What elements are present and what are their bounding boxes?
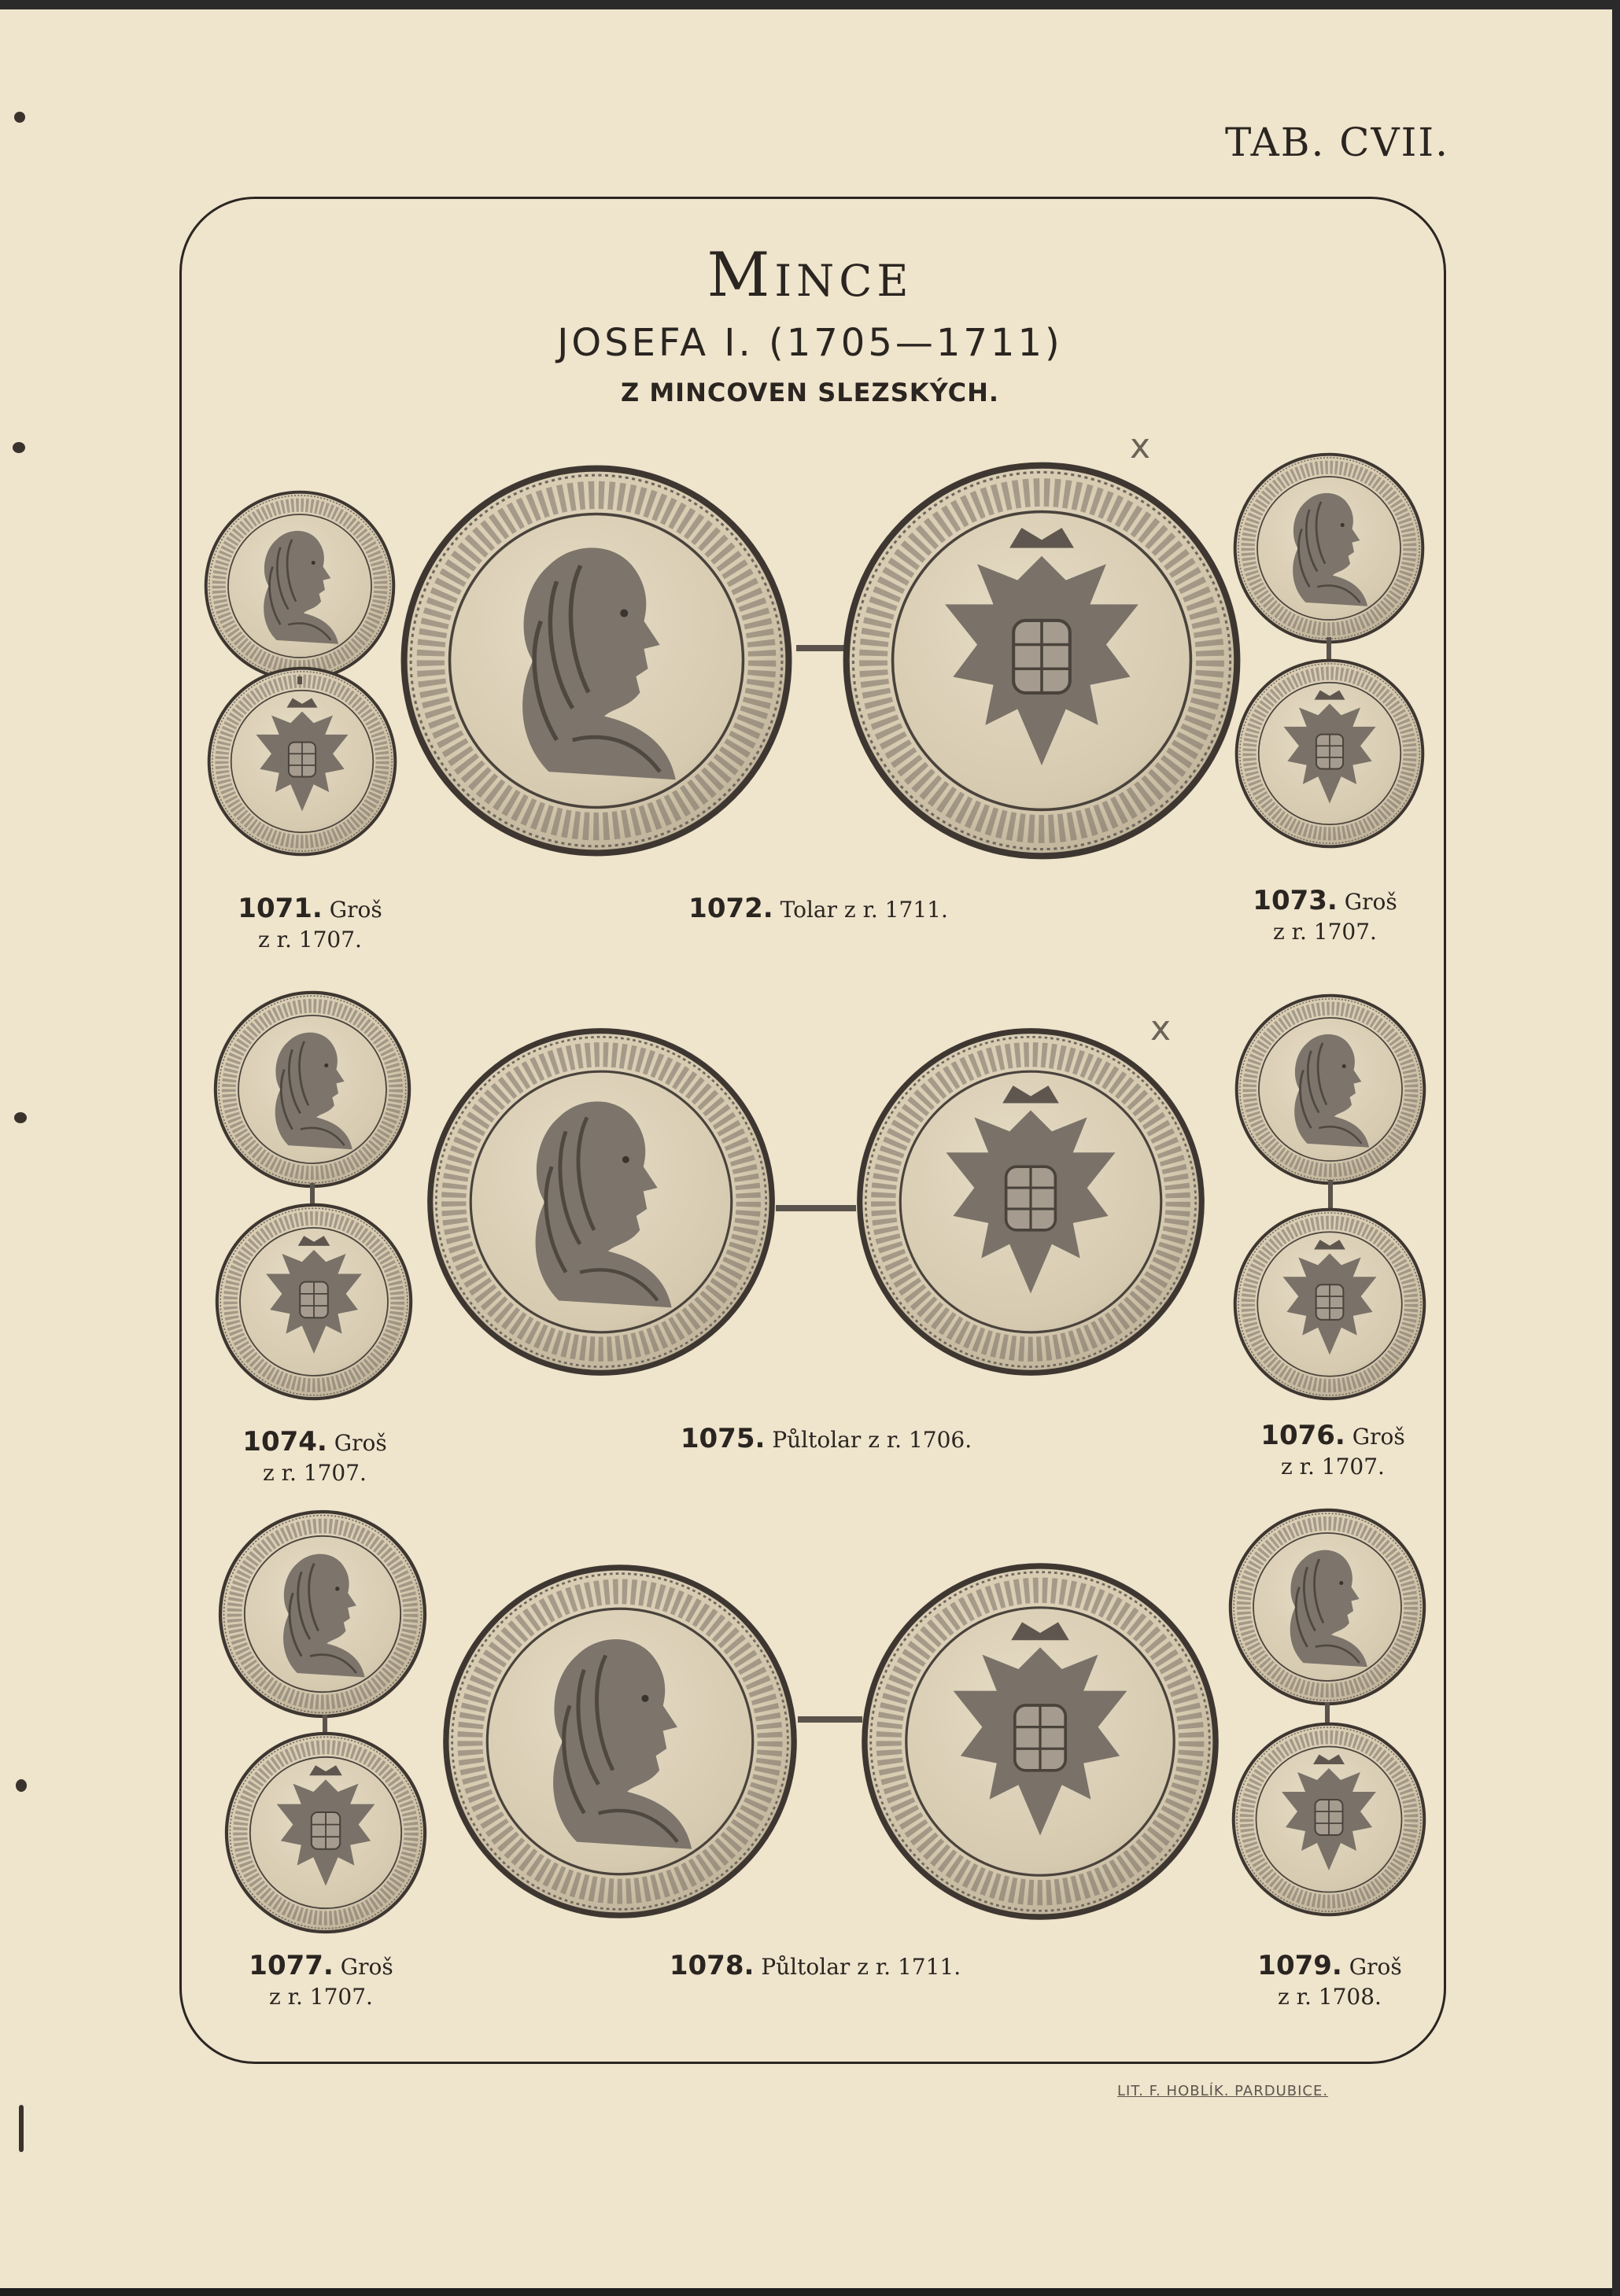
coin-eagle-icon xyxy=(214,1202,414,1402)
coin-portrait-icon xyxy=(425,1026,777,1378)
coin-number: 1076. xyxy=(1260,1420,1345,1451)
coin-1072-obverse xyxy=(398,463,795,859)
coin-link xyxy=(798,1716,862,1723)
plate-subtitle: JOSEFA I. (1705—1711) xyxy=(557,321,1063,365)
caption-1079 xyxy=(1221,1951,1438,2012)
coin-number: 1072. xyxy=(688,893,773,924)
caption-1071 xyxy=(201,894,419,955)
coin-eagle-icon xyxy=(1231,1721,1427,1918)
coin-date: z r. 1711. xyxy=(857,1954,961,1980)
coin-eagle-icon xyxy=(840,459,1243,862)
binding-hole xyxy=(16,1779,27,1792)
coin-number: 1073. xyxy=(1253,885,1338,916)
coin-1077-obverse xyxy=(217,1509,428,1719)
coin-eagle-icon xyxy=(1234,658,1426,849)
coin-1075-obverse xyxy=(425,1026,777,1378)
coin-1079-reverse xyxy=(1231,1721,1427,1918)
coin-portrait-icon xyxy=(1227,1507,1427,1707)
plate-label: TAB. CVII. xyxy=(1224,120,1449,165)
pencil-mark: x xyxy=(1130,426,1151,466)
coin-1076-reverse xyxy=(1232,1207,1427,1402)
caption-1073 xyxy=(1216,886,1434,947)
coin-number: 1074. xyxy=(242,1426,327,1458)
coin-denomination: Půltolar xyxy=(772,1427,862,1453)
plate-subtitle-mint: Z MINCOVEN SLEZSKÝCH. xyxy=(620,378,1000,407)
coin-1075-reverse xyxy=(854,1026,1207,1378)
coin-1076-obverse xyxy=(1234,993,1427,1186)
coin-eagle-icon xyxy=(206,665,398,857)
coin-date: z r. 1708. xyxy=(1278,1984,1382,2010)
coin-1071-reverse xyxy=(206,665,398,857)
coin-number: 1079. xyxy=(1257,1950,1342,1981)
coin-portrait-icon xyxy=(1232,451,1426,645)
binding-hole xyxy=(14,1112,27,1123)
coin-date: z r. 1707. xyxy=(269,1984,373,2010)
coin-eagle-icon xyxy=(854,1026,1207,1378)
coin-date: z r. 1707. xyxy=(258,927,362,953)
caption-1074 xyxy=(206,1427,423,1488)
coin-number: 1071. xyxy=(238,893,323,924)
coin-number: 1075. xyxy=(680,1423,766,1454)
coin-1074-reverse xyxy=(214,1202,414,1402)
coin-denomination: Groš xyxy=(1352,1424,1405,1450)
coin-eagle-icon xyxy=(223,1730,428,1935)
coin-date: z r. 1707. xyxy=(263,1460,367,1486)
coin-denomination: Groš xyxy=(334,1430,387,1456)
caption-1078 xyxy=(611,1951,1020,1982)
coin-portrait-icon xyxy=(1234,993,1427,1186)
coin-eagle-icon xyxy=(1232,1207,1427,1402)
binding-hole xyxy=(13,442,25,453)
binding-mark xyxy=(19,2105,24,2152)
coin-1073-obverse xyxy=(1232,451,1426,645)
coin-link xyxy=(776,1205,856,1211)
coin-1073-reverse xyxy=(1234,658,1426,849)
coin-denomination: Groš xyxy=(1344,889,1397,915)
coin-denomination: Groš xyxy=(329,897,382,923)
coin-portrait-icon xyxy=(217,1509,428,1719)
caption-1077 xyxy=(212,1951,430,2012)
coin-1079-obverse xyxy=(1227,1507,1427,1707)
scan-edge-bottom xyxy=(0,2288,1620,2296)
coin-1078-reverse xyxy=(859,1561,1221,1922)
coin-denomination: Tolar xyxy=(780,897,838,923)
caption-1076 xyxy=(1224,1421,1441,1482)
coin-date: z r. 1707. xyxy=(1281,1454,1385,1480)
coin-date: z r. 1706. xyxy=(868,1427,972,1453)
coin-1071-obverse xyxy=(203,489,397,683)
pencil-mark: x xyxy=(1150,1008,1172,1048)
coin-portrait-icon xyxy=(212,990,412,1189)
printer-credit: LIT. F. HOBLÍK. PARDUBICE. xyxy=(1117,2083,1329,2099)
coin-number: 1077. xyxy=(249,1950,334,1981)
coin-portrait-icon xyxy=(203,489,397,683)
caption-1075 xyxy=(622,1424,1031,1455)
coin-1072-reverse xyxy=(840,459,1243,862)
coin-1074-obverse xyxy=(212,990,412,1189)
coin-1077-reverse xyxy=(223,1730,428,1935)
coin-denomination: Groš xyxy=(340,1954,393,1980)
scan-edge-top xyxy=(0,0,1620,9)
coin-date: z r. 1707. xyxy=(1273,919,1377,945)
coin-link xyxy=(297,676,302,684)
caption-1072 xyxy=(614,894,1023,925)
coin-eagle-icon xyxy=(859,1561,1221,1922)
coin-denomination: Půltolar xyxy=(761,1954,851,1980)
coin-portrait-icon xyxy=(398,463,795,859)
plate-title: Mince xyxy=(707,240,913,311)
coin-denomination: Groš xyxy=(1349,1954,1402,1980)
coin-date: z r. 1711. xyxy=(843,897,948,923)
coin-1078-obverse xyxy=(441,1562,799,1921)
coin-portrait-icon xyxy=(441,1562,799,1921)
binding-hole xyxy=(14,112,25,123)
coin-number: 1078. xyxy=(669,1950,755,1981)
